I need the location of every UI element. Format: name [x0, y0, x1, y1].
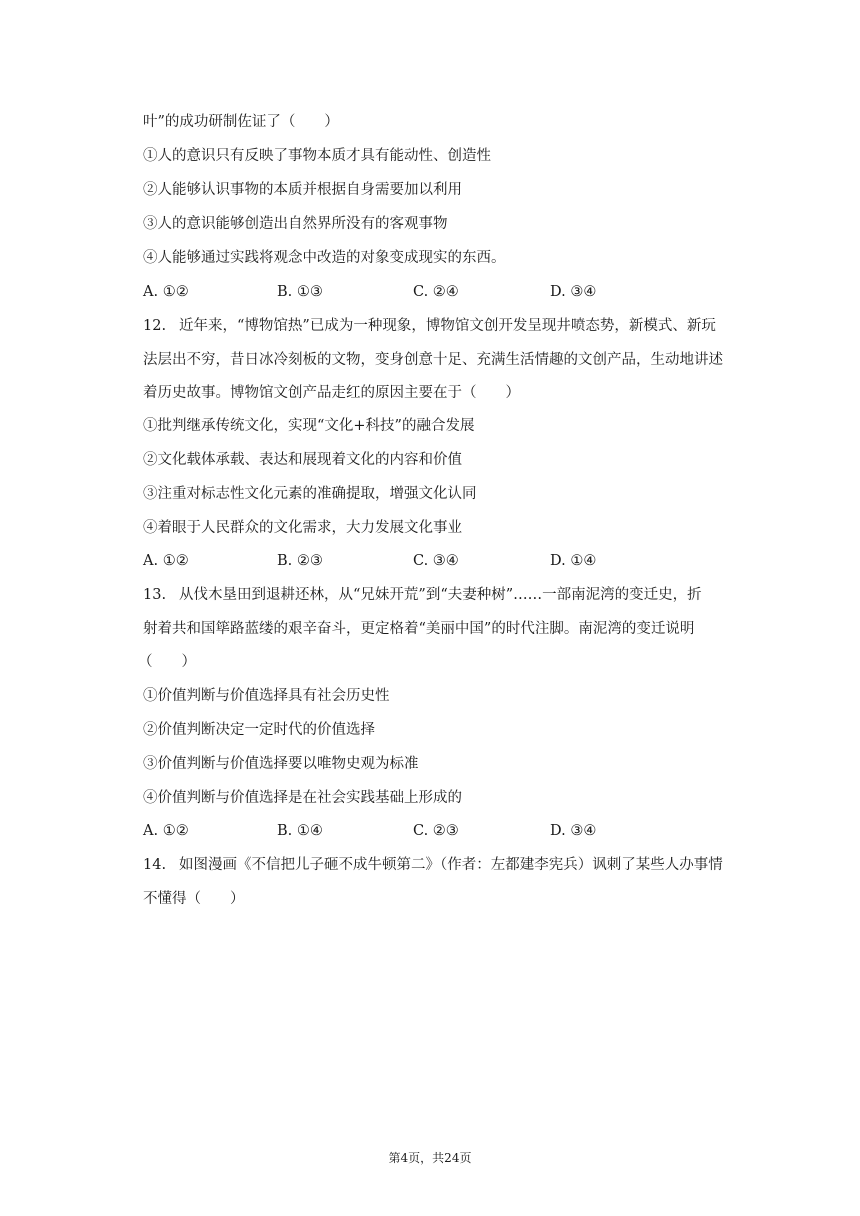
q11-stem-tail: 叶”的成功研制佐证了（ ） — [143, 114, 339, 130]
q13-option-b: B. ①④ — [277, 823, 323, 839]
q11-item-4: ④人能够通过实践将观念中改造的对象变成现实的东西。 — [143, 250, 506, 266]
q13-stem-line-3: （ ） — [138, 654, 196, 670]
q13-stem-line-1 — [143, 585, 753, 605]
q12-option-c: C. ③④ — [413, 553, 459, 569]
q13-item-2: ②价值判断决定一定时代的价值选择 — [143, 722, 375, 738]
q12-stem-line-2: 法层出不穷，昔日冰冷刻板的文物，变身创意十足、充满生活情趣的文创产品，生动地讲述 — [143, 352, 723, 368]
q14-stem-text-1: 如图漫画《不信把儿子砸不成牛顿第二》（作者：左都建李宪兵）讽刺了某些人办事情 — [179, 857, 723, 873]
q14-stem-line-1 — [143, 855, 753, 875]
q13-item-1: ①价值判断与价值选择具有社会历史性 — [143, 688, 390, 704]
q13-option-d: D. ③④ — [550, 823, 597, 839]
q12-stem-line-1 — [143, 316, 753, 336]
q13-stem-line-2: 射着共和国筚路蓝缕的艰辛奋斗，更定格着“美丽中国”的时代注脚。南泥湾的变迁说明 — [143, 621, 695, 637]
q11-item-3: ③人的意识能够创造出自然界所没有的客观事物 — [143, 216, 448, 232]
q13-option-c: C. ②③ — [413, 823, 459, 839]
q12-option-d: D. ①④ — [550, 553, 597, 569]
q13-item-3: ③价值判断与价值选择要以唯物史观为标准 — [143, 756, 419, 772]
q13-option-a: A. ①② — [143, 823, 189, 839]
q11-option-a: A. ①② — [143, 284, 189, 300]
q12-stem-text-1: 近年来，“博物馆热”已成为一种现象，博物馆文创开发呈现井喷态势，新模式、新玩 — [179, 318, 716, 334]
q14-stem-line-2: 不懂得（ ） — [143, 891, 245, 907]
q13-item-4: ④价值判断与价值选择是在社会实践基础上形成的 — [143, 790, 462, 806]
q12-option-b: B. ②③ — [277, 553, 323, 569]
q12-stem-line-3: 着历史故事。博物馆文创产品走红的原因主要在于（ ） — [143, 385, 520, 401]
q11-item-1: ①人的意识只有反映了事物本质才具有能动性、创造性 — [143, 148, 491, 164]
q12-number: 12. — [143, 318, 167, 334]
q11-item-2: ②人能够认识事物的本质并根据自身需要加以利用 — [143, 182, 462, 198]
q12-item-1: ①批判继承传统文化，实现“文化+科技”的融合发展 — [143, 418, 475, 434]
q12-item-2: ②文化载体承载、表达和展现着文化的内容和价值 — [143, 452, 462, 468]
q14-number: 14. — [143, 857, 167, 873]
q11-option-c: C. ②④ — [413, 284, 459, 300]
q12-item-4: ④着眼于人民群众的文化需求，大力发展文化事业 — [143, 520, 462, 536]
q13-number: 13. — [143, 587, 167, 603]
q11-option-b: B. ①③ — [277, 284, 323, 300]
q12-item-3: ③注重对标志性文化元素的准确提取，增强文化认同 — [143, 486, 477, 502]
page-footer: 第4页，共24页 — [388, 1151, 472, 1165]
q11-option-d: D. ③④ — [550, 284, 597, 300]
q12-option-a: A. ①② — [143, 553, 189, 569]
q13-stem-text-1: 从伐木垦田到退耕还林，从“兄妹开荒”到“夫妻种树”……一部南泥湾的变迁史，折 — [179, 587, 702, 603]
